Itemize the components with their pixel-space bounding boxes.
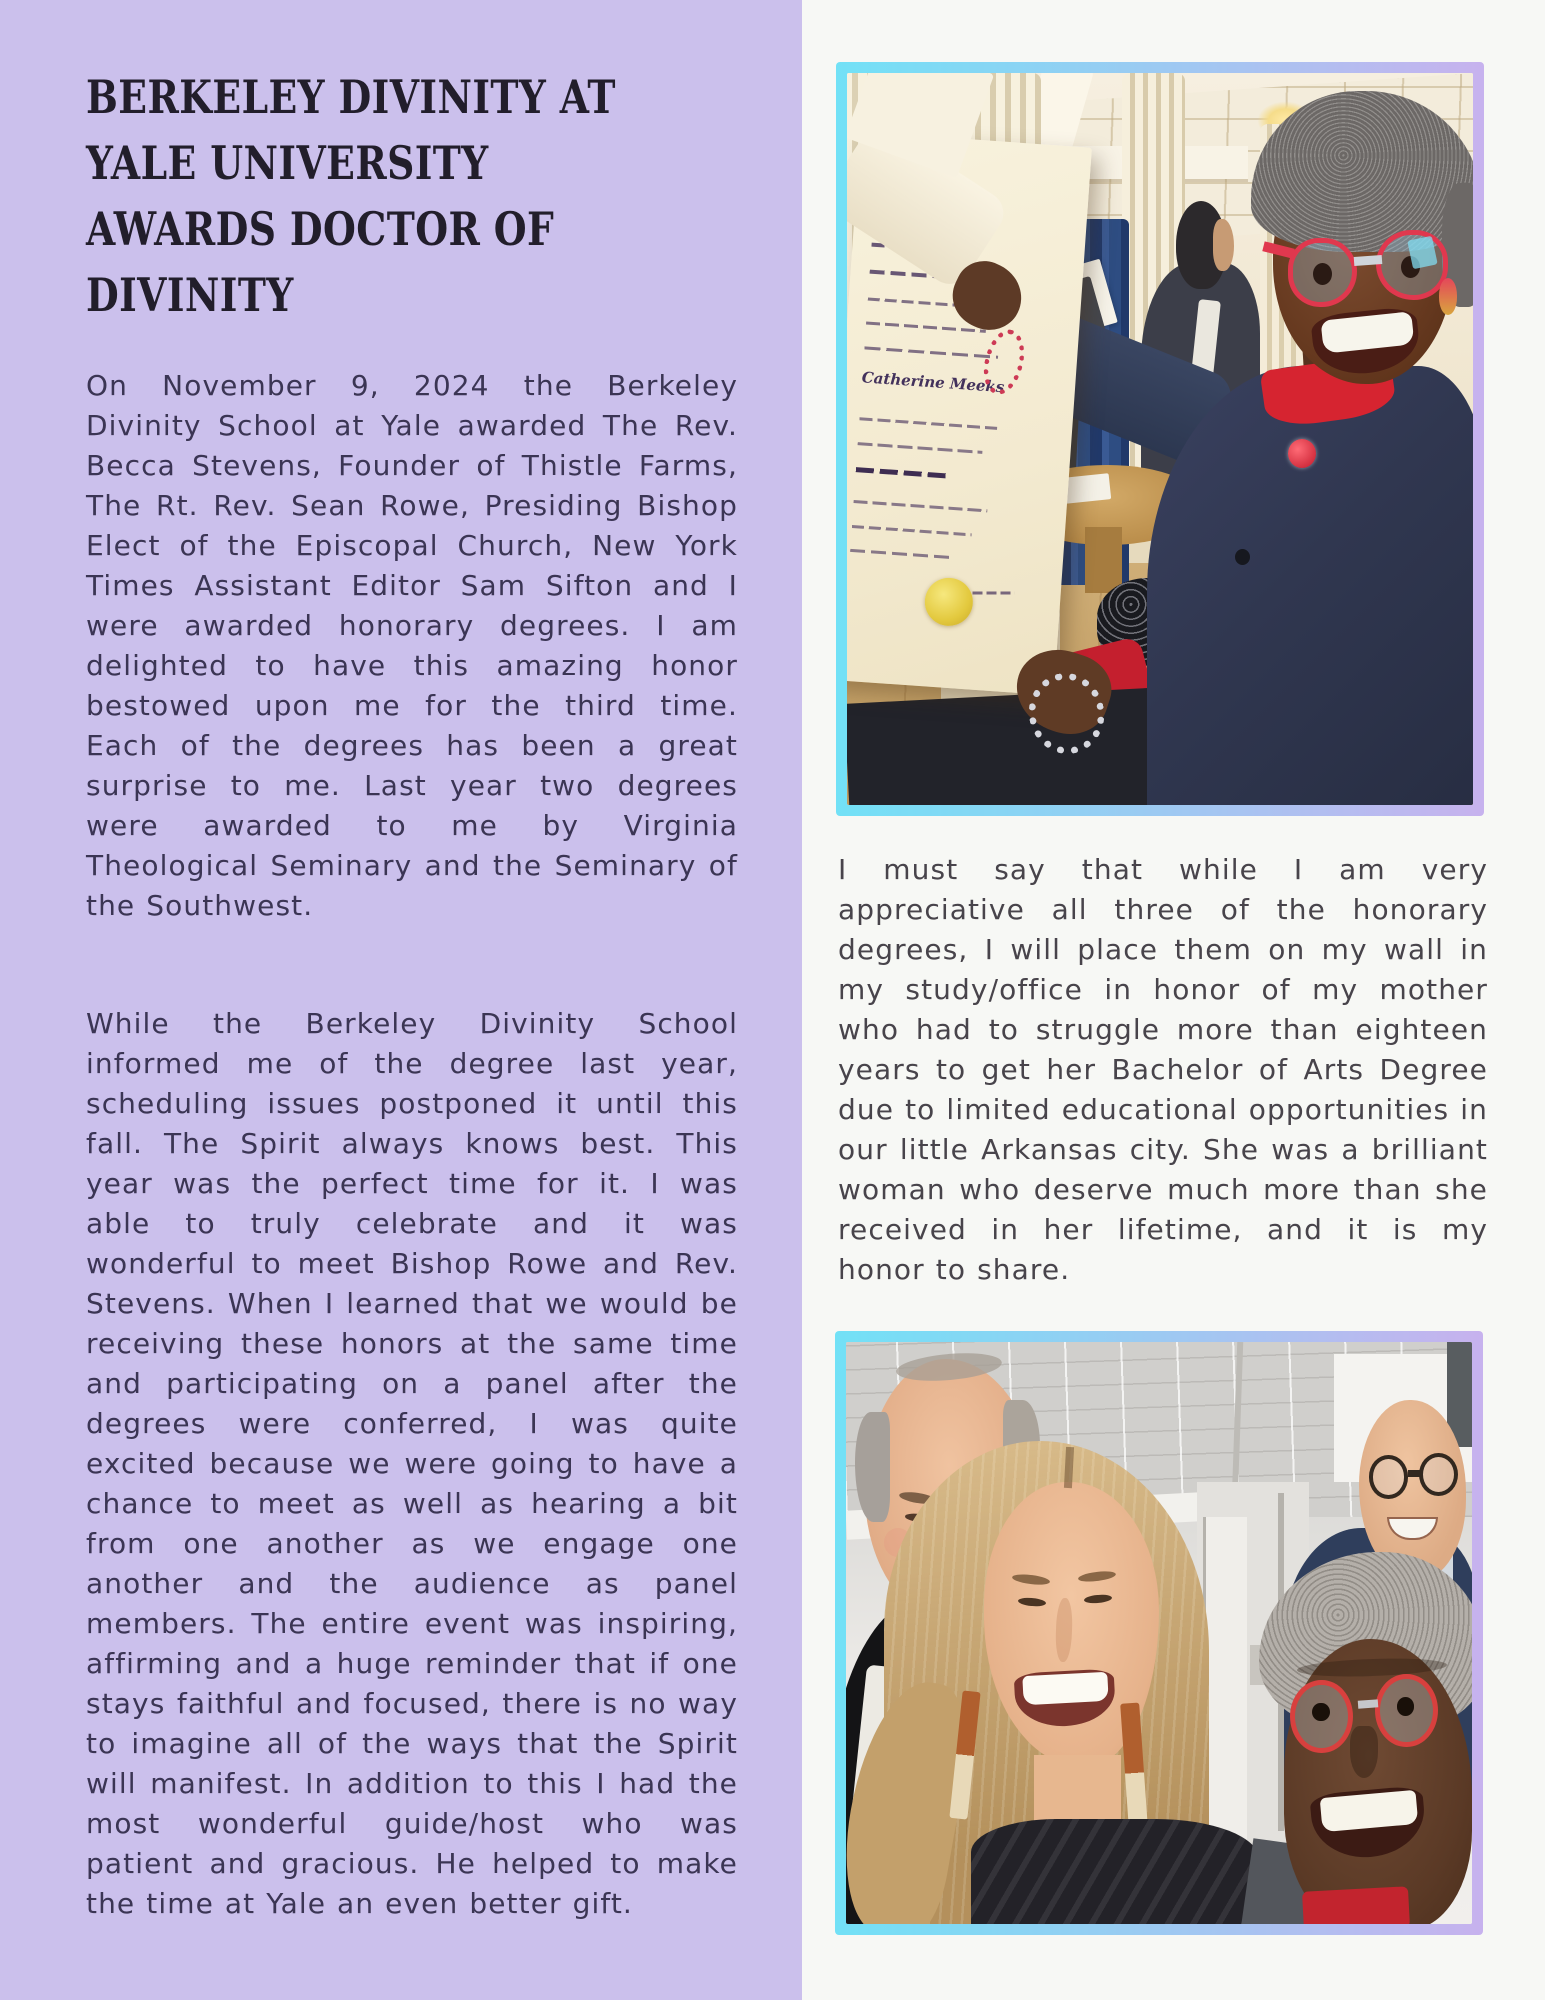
woman-suit-body xyxy=(1147,366,1473,805)
cert-script-line xyxy=(855,467,948,478)
eye-dot-left xyxy=(1312,1703,1330,1722)
hallway-door-shape xyxy=(1203,1517,1247,1866)
title-line-4: DIVINITY xyxy=(86,268,294,322)
cert-script-line xyxy=(857,442,982,454)
article-paragraph-3: I must say that while I am very appreciative all three of the honorary degrees, I will place them on my wall in my study/office in honor of my mother who had to struggle more than eighteen years to get her Bachelor of Arts Degree due to limited educational opportunities in our little Arkansas city. She was a brilliant woman who deserve much more than she received in her lifetime, and it is my honor to share. xyxy=(838,853,1488,1286)
photo-selfie-scene xyxy=(846,1342,1472,1924)
article-title xyxy=(86,64,652,328)
cert-script-line xyxy=(859,418,998,431)
title-line-2: YALE UNIVERSITY xyxy=(86,136,489,190)
article-paragraph-2: While the Berkeley Divinity School informed me of the degree last year, scheduling issues postponed it until this fall. The Spirit always knows best. This year was the perfect time for it. I was able to truly celebrate and it was wonderful to meet Bishop Rowe and Rev. Stevens. When I learned that we would be receiving these honors at the same time and participating on a panel after the degrees were conferred, I was quite excited because we were going to have a chance to meet as well as hearing a bit from one another as we engage one another and the audience as panel members. The entire event was inspiring, affirming and a huge reminder that if one stays faithful and focused, there is no way to imagine all of the ways that the Spirit will manifest. In addition to this I had the most wonderful guide/host who was patient and gracious. He helped to make the time at Yale an even better gift. xyxy=(86,1007,738,1920)
cert-script-line xyxy=(865,322,985,333)
blonde-blouse-shape xyxy=(971,1819,1259,1924)
photo-group-selfie xyxy=(835,1331,1483,1935)
certificate-recipient-name: Catherine Meeks xyxy=(860,368,1005,397)
suit-button xyxy=(1235,549,1250,565)
cert-script-line xyxy=(864,346,998,358)
suit-man-glasses-left xyxy=(1369,1455,1408,1498)
article-paragraph-1: On November 9, 2024 the Berkeley Divinity School at Yale awarded The Rev. Becca Stevens, Founder of Thistle Farms, The Rt. Rev. Sean Rowe, Presiding Bishop Elect of the Episcopal Church, New York Times Assistant Editor Sam Sifton and I were awarded honorary degrees. I am delighted to have this amazing honor bestowed upon me for the third time. Each of the degrees has been a great surprise to me. Last year two degrees were awarded to me by Virginia Theological Seminary and the Seminary of the Southwest. xyxy=(86,369,738,922)
priest-hair-left xyxy=(855,1412,889,1523)
cert-script-line xyxy=(851,524,971,535)
photo-degree-ceremony xyxy=(836,62,1484,816)
gold-seal xyxy=(923,576,974,627)
photo-degree-scene xyxy=(847,73,1473,805)
gold-earring xyxy=(1439,278,1458,315)
suit-man-glasses-bridge xyxy=(1408,1470,1421,1477)
cert-script-line xyxy=(853,500,987,512)
eye-dot-right xyxy=(1397,1697,1415,1716)
title-line-3: AWARDS DOCTOR OF xyxy=(86,202,555,256)
red-turtleneck xyxy=(1302,1886,1410,1924)
table-pedestal xyxy=(1085,527,1123,593)
suit-man-glasses-right xyxy=(1419,1453,1458,1496)
title-line-1: BERKELEY DIVINITY AT xyxy=(86,70,616,124)
red-glasses-bridge xyxy=(1358,1699,1379,1708)
blonde-smile-teeth xyxy=(1022,1672,1109,1706)
cert-script-line xyxy=(849,549,951,559)
lap-skirt-shape xyxy=(847,686,1188,805)
